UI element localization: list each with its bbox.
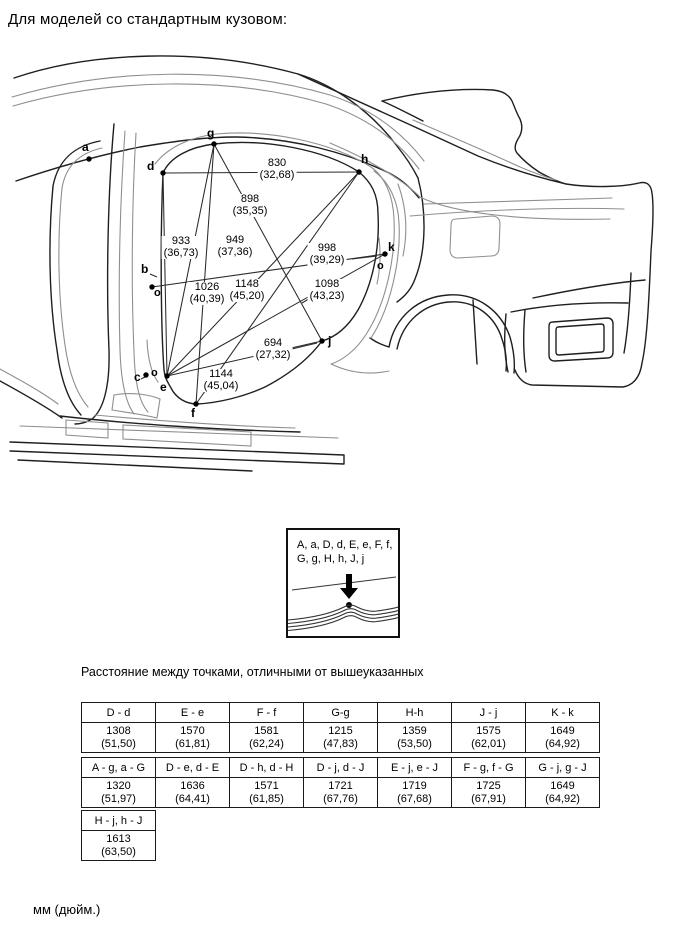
legend-line-1: A, a, D, d, E, e, F, f, bbox=[297, 539, 393, 551]
bumper-crease-1 bbox=[505, 314, 508, 372]
value-row bbox=[82, 778, 600, 808]
measurement-label-830 bbox=[258, 158, 297, 181]
inch-value: (63,50) bbox=[101, 845, 136, 858]
trunk-edge-line bbox=[382, 101, 423, 121]
point-label-c: c bbox=[134, 370, 141, 384]
inch-value: (62,24) bbox=[249, 737, 284, 750]
rear-door-opening bbox=[161, 142, 378, 404]
distance-cell bbox=[452, 723, 526, 753]
inch-value: (61,81) bbox=[175, 737, 210, 750]
pair-header: K - k bbox=[526, 703, 600, 723]
pair-header: E - e bbox=[156, 703, 230, 723]
mm-value: 1649 bbox=[550, 780, 575, 792]
quarter-crease-1 bbox=[511, 303, 628, 312]
measurement-label-898 bbox=[231, 194, 270, 217]
inch-value: (40,39) bbox=[189, 292, 225, 305]
inch-value: (61,85) bbox=[249, 792, 284, 805]
point-label-j: j bbox=[328, 334, 332, 348]
pair-header: A - g, a - G bbox=[82, 758, 156, 778]
measurement-label-949 bbox=[216, 235, 255, 258]
measure-point-legend bbox=[286, 528, 400, 638]
pair-header: F - f bbox=[230, 703, 304, 723]
distance-cell bbox=[156, 723, 230, 753]
distance-table-1 bbox=[81, 702, 600, 753]
flange-lower-rear bbox=[331, 364, 389, 373]
distance-cell bbox=[304, 723, 378, 753]
mm-value: 1575 bbox=[476, 725, 501, 737]
measurement-label-1026 bbox=[188, 282, 227, 305]
point-label-e: e bbox=[160, 380, 167, 394]
point-label-d: d bbox=[147, 159, 155, 173]
line-e-j bbox=[167, 341, 322, 376]
wheel-arch-inner bbox=[397, 302, 506, 371]
measurement-lines bbox=[141, 144, 385, 404]
mm-value: 949 bbox=[225, 234, 245, 246]
legend-seam-lines bbox=[288, 605, 398, 630]
sill-gray bbox=[95, 415, 295, 428]
inch-value: (39,29) bbox=[309, 253, 345, 266]
point-label-k: k bbox=[388, 240, 395, 254]
dot-e bbox=[164, 373, 169, 378]
distance-cell bbox=[304, 778, 378, 808]
inch-value: (51,97) bbox=[101, 792, 136, 805]
mm-value: 1308 bbox=[106, 725, 131, 737]
dot-j bbox=[319, 338, 324, 343]
measurement-label-1148 bbox=[228, 279, 267, 302]
point-label-g: g bbox=[207, 126, 215, 140]
rear-glass-line bbox=[298, 74, 566, 184]
point-label-f: f bbox=[191, 406, 195, 420]
distance-cell bbox=[82, 778, 156, 808]
mm-value: 830 bbox=[267, 157, 287, 169]
pair-header: G - j, g - J bbox=[526, 758, 600, 778]
bpillar-left-edge bbox=[75, 124, 114, 424]
deck-gray-1 bbox=[424, 198, 612, 204]
mm-value: 1148 bbox=[235, 278, 259, 290]
leader-b bbox=[150, 274, 157, 277]
value-row bbox=[82, 723, 600, 753]
pair-header: D - j, d - J bbox=[304, 758, 378, 778]
mm-value: 1636 bbox=[180, 780, 205, 792]
value-row bbox=[82, 831, 156, 861]
rear-edge-inner bbox=[624, 273, 631, 353]
inch-value: (45,04) bbox=[203, 379, 239, 392]
inch-value: (51,50) bbox=[101, 737, 136, 750]
distance-table-2 bbox=[81, 757, 600, 808]
mm-value: 1571 bbox=[254, 780, 279, 792]
point-label-h: h bbox=[361, 152, 369, 166]
distance-cell bbox=[230, 778, 304, 808]
pair-header: G-g bbox=[304, 703, 378, 723]
inch-value: (27,32) bbox=[255, 348, 291, 361]
point-label-a: a bbox=[82, 140, 89, 154]
mm-value: 1144 bbox=[209, 368, 233, 380]
mm-value: 1613 bbox=[106, 833, 131, 845]
measurement-label-1144 bbox=[202, 369, 241, 392]
hole-marker-c: o bbox=[151, 367, 158, 379]
arch-seam bbox=[473, 300, 477, 364]
pair-header: D - h, d - H bbox=[230, 758, 304, 778]
mm-value: 898 bbox=[240, 193, 260, 205]
down-arrow-icon bbox=[340, 574, 358, 599]
inch-value: (45,20) bbox=[229, 289, 265, 302]
mm-value: 1649 bbox=[550, 725, 575, 737]
front-opening-inner bbox=[59, 148, 102, 407]
distance-cell bbox=[82, 831, 156, 861]
mm-value: 1721 bbox=[328, 780, 353, 792]
mm-value: 998 bbox=[317, 242, 337, 254]
mm-value: 694 bbox=[263, 337, 283, 349]
measurement-dots bbox=[86, 141, 387, 406]
distance-cell bbox=[526, 723, 600, 753]
front-door-opening-edge bbox=[50, 141, 100, 415]
measurement-label-694 bbox=[254, 338, 293, 361]
inch-value: (35,35) bbox=[232, 204, 268, 217]
distance-cell bbox=[156, 778, 230, 808]
wheel-arch-outer bbox=[389, 295, 514, 373]
quarter-crease-2 bbox=[533, 280, 645, 298]
mm-value: 933 bbox=[171, 235, 191, 247]
leader-694 bbox=[292, 343, 317, 349]
inch-value: (64,92) bbox=[545, 737, 580, 750]
inch-value: (67,68) bbox=[397, 792, 432, 805]
mm-value: 1098 bbox=[314, 278, 340, 290]
inch-value: (37,36) bbox=[217, 245, 253, 258]
distance-cell bbox=[452, 778, 526, 808]
distance-cell bbox=[230, 723, 304, 753]
sill-garnish bbox=[112, 394, 160, 418]
inch-value: (43,23) bbox=[309, 289, 345, 302]
distance-cell bbox=[526, 778, 600, 808]
trunk-spoiler-line bbox=[382, 89, 539, 172]
pair-header: D - e, d - E bbox=[156, 758, 230, 778]
pair-header: E - j, e - J bbox=[378, 758, 452, 778]
mm-value: 1359 bbox=[402, 725, 427, 737]
pair-header: D - d bbox=[82, 703, 156, 723]
line-g-f bbox=[196, 144, 214, 404]
measurement-label-1098 bbox=[308, 279, 347, 302]
legend-seam-drawing bbox=[288, 530, 398, 636]
distance-cell bbox=[378, 723, 452, 753]
inch-value: (64,41) bbox=[175, 792, 210, 805]
plate-recess-inner bbox=[556, 324, 604, 355]
hole-marker-b: o bbox=[154, 287, 161, 299]
legend-line-2: G, g, H, h, J, j bbox=[297, 553, 365, 565]
line-g-e bbox=[167, 144, 214, 376]
header-row bbox=[82, 758, 600, 778]
header-row bbox=[82, 703, 600, 723]
dot-k bbox=[382, 251, 387, 256]
distance-cell bbox=[378, 778, 452, 808]
mm-value: 1719 bbox=[402, 780, 427, 792]
hole-marker-k: o bbox=[377, 260, 384, 272]
sail-gray bbox=[413, 120, 556, 180]
mm-value: 1215 bbox=[328, 725, 353, 737]
distance-cell bbox=[82, 723, 156, 753]
pair-header: F - g, f - G bbox=[452, 758, 526, 778]
pair-header: H-h bbox=[378, 703, 452, 723]
mm-value: 1320 bbox=[106, 780, 131, 792]
roof-gray-1 bbox=[12, 74, 424, 161]
distance-table-3 bbox=[81, 810, 156, 861]
leader-c bbox=[141, 377, 145, 379]
sill-under-door bbox=[60, 416, 300, 432]
inch-value: (53,50) bbox=[397, 737, 432, 750]
bumper-crease-2 bbox=[524, 310, 526, 372]
dot-c bbox=[143, 372, 148, 377]
dot-d bbox=[160, 170, 165, 175]
inch-value: (36,73) bbox=[163, 246, 199, 259]
line-d-e bbox=[163, 173, 167, 376]
fuel-door bbox=[450, 216, 500, 258]
table-section-title: Расстояние между точками, отличными от вышеуказанных bbox=[81, 665, 424, 679]
flange-arch-connector bbox=[370, 338, 389, 347]
inch-value: (67,76) bbox=[323, 792, 358, 805]
inch-value: (67,91) bbox=[471, 792, 506, 805]
pair-header: J - j bbox=[452, 703, 526, 723]
dot-g bbox=[211, 141, 216, 146]
inch-value: (64,92) bbox=[545, 792, 580, 805]
mm-value: 1581 bbox=[254, 725, 279, 737]
measurement-label-998 bbox=[308, 243, 347, 266]
dot-h bbox=[356, 169, 361, 174]
deck-gray-2 bbox=[410, 208, 624, 216]
inch-value: (62,01) bbox=[471, 737, 506, 750]
inch-value: (32,68) bbox=[259, 168, 295, 181]
roof-side-rail bbox=[16, 137, 419, 198]
point-label-b: b bbox=[141, 262, 149, 276]
pair-header: H - j, h - J bbox=[82, 811, 156, 831]
rocker-rect bbox=[123, 425, 251, 446]
mm-value: 1026 bbox=[194, 281, 220, 293]
inch-value: (47,83) bbox=[323, 737, 358, 750]
header-row bbox=[82, 811, 156, 831]
dot-a bbox=[86, 156, 91, 161]
mm-value: 1570 bbox=[180, 725, 205, 737]
deck-and-bumper-outline bbox=[515, 172, 653, 387]
rocker-lines bbox=[10, 442, 344, 471]
page-title: Для моделей со стандартным кузовом: bbox=[8, 11, 288, 28]
measurement-label-933 bbox=[162, 236, 201, 259]
mm-value: 1725 bbox=[476, 780, 501, 792]
unit-note: мм (дюйм.) bbox=[33, 902, 101, 917]
